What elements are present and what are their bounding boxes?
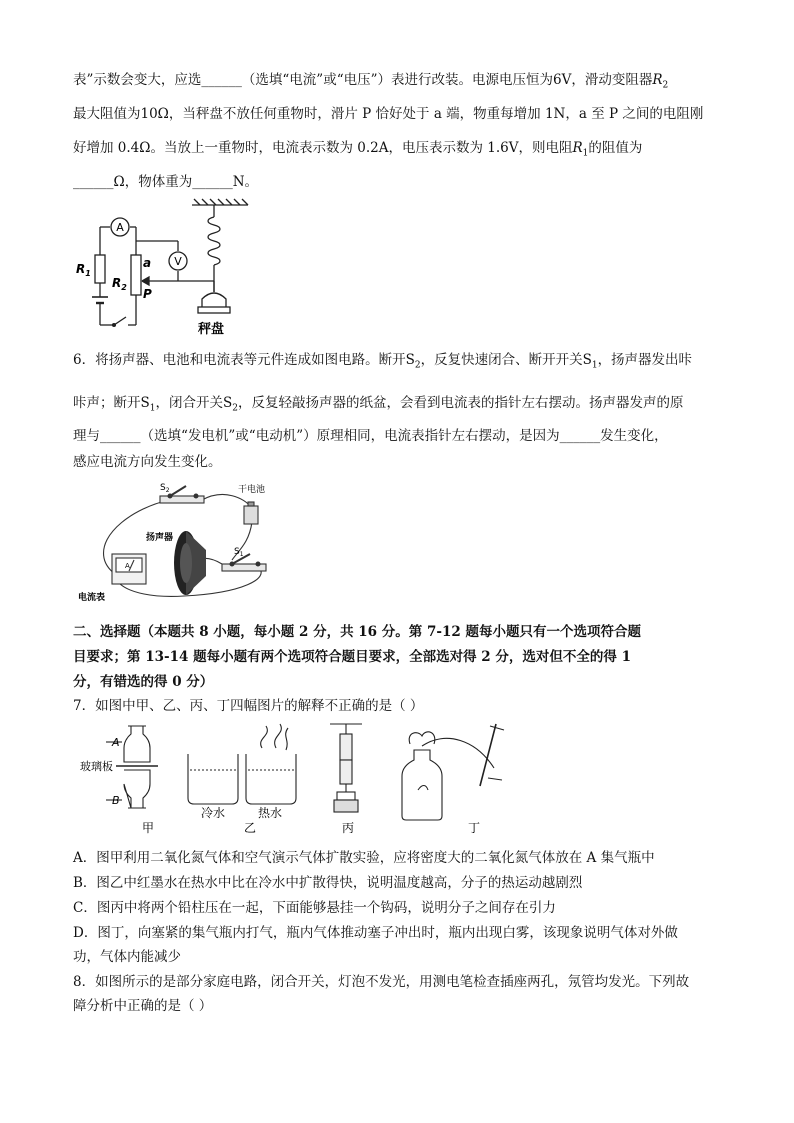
q7-option-b: B．图乙中红墨水在热水中比在冷水中扩散得快，说明温度越高，分子的热运动越剧烈 <box>73 875 583 891</box>
q7-option-d: D．图丁，向塞紧的集气瓶内打气，瓶内气体推动塞子冲出时，瓶内出现白雾，该现象说明气体对外做 <box>73 925 678 941</box>
a-end-label: a <box>143 256 152 270</box>
fig-bing-label: 丙 <box>342 821 355 835</box>
battery-label: 干电池 <box>238 485 266 495</box>
hot-water-label: 热水 <box>258 806 283 820</box>
q7-option-a: A．图甲利用二氧化氮气体和空气演示气体扩散实验，应将密度大的二氧化氮气体放在 A 集气瓶中 <box>73 850 655 866</box>
r2-symbol: R <box>652 72 663 88</box>
q6-line-4: 感应电流方向发生变化。 <box>73 454 222 470</box>
q5-line-3b: 的阻值为 <box>588 140 643 156</box>
q6-s1b: S <box>140 395 150 411</box>
s2-figure-label: $S_2$ <box>160 483 170 494</box>
scale-circuit-figure <box>70 195 260 340</box>
p-slider-label: P <box>143 287 152 301</box>
q6-line-1a: 6．将扬声器、电池和电流表等元件连成如图电路。断开 <box>73 352 406 368</box>
q5-line-1 <box>73 70 668 96</box>
q6-s1: S <box>582 352 592 368</box>
q6-line-2 <box>73 393 683 419</box>
q6-line-2b: ，闭合开关 <box>155 395 223 411</box>
q6-s1b-sub: 1 <box>149 403 156 414</box>
q8-line-2: 障分析中正确的是（ ） <box>73 998 213 1014</box>
s1-figure-label: $S_1$ <box>234 547 244 558</box>
section2-line-3: 分，有错选的得 0 分） <box>73 674 214 690</box>
q6-s2b-sub: 2 <box>232 403 238 414</box>
jar-b-label: B <box>112 794 120 807</box>
q8-line-1: 8．如图所示的是部分家庭电路，闭合开关，灯泡不发光，用测电笔检查插座两孔，氖管均发光。下列故 <box>73 974 690 990</box>
q6-line-2a: 咔声；断开 <box>73 395 141 411</box>
q5-line-3a: 好增加 0.4Ω。当放上一重物时，电流表示数为 0.2A，电压表示数为 1.6V，则电阻 <box>73 140 573 156</box>
q6-line-1 <box>73 350 692 376</box>
q5-line-2: 最大阻值为10Ω，当秤盘不放任何重物时，滑片 P 恰好处于 a 端，物重每增加 1N，a 至 P 之间的电阻刚 <box>73 106 704 122</box>
q6-line-3: 理与______（选填“发电机”或“电动机”）原理相同，电流表指针左右摆动，是因为______发生变化， <box>73 428 668 444</box>
ammeter-label: A <box>116 221 124 234</box>
r2-figure-label: $R_2$ <box>112 276 127 292</box>
q6-s2: S <box>405 352 415 368</box>
voltmeter-label: V <box>174 255 182 268</box>
speaker-circuit-figure <box>74 478 284 608</box>
r1-symbol: R <box>572 140 583 156</box>
q7-figure <box>76 720 536 842</box>
ammeter-label-q6: 电流表 <box>78 593 106 603</box>
cold-water-label: 冷水 <box>201 806 226 820</box>
r1-figure-label: $R_1$ <box>76 262 91 278</box>
q6-s2b: S <box>222 395 233 411</box>
speaker-icon <box>174 531 206 595</box>
pan-label: 秤盘 <box>198 322 225 337</box>
q5-line-4: ______Ω，物体重为______N。 <box>73 174 259 190</box>
q6-line-1b: ，反复快速闭合、断开开关 <box>420 352 583 368</box>
q5-line-3 <box>73 138 642 164</box>
q6-line-2c: ，反复轻敲扬声器的纸盆，会看到电流表的指针左右摆动。扬声器发声的原 <box>237 395 684 411</box>
section2-line-2: 目要求；第 13-14 题每小题有两个选项符合题目要求，全部选对得 2 分，选对但不全的得 1 <box>73 649 631 665</box>
fig-jia-label: 甲 <box>142 821 155 835</box>
q5-line-1-text: 表”示数会变大，应选______（选填“电流”或“电压”）表进行改装。电源电压恒为6V，滑动变阻器 <box>73 72 653 88</box>
q6-s2-sub: 2 <box>414 360 421 371</box>
fig-ding-label: 丁 <box>468 821 481 835</box>
glass-plate-label: 玻璃板 <box>80 760 113 773</box>
jar-a-label: A <box>112 736 120 749</box>
fig-yi-label: 乙 <box>244 821 257 835</box>
q6-line-1c: ，扬声器发出咔 <box>597 352 693 368</box>
ammeter-face-label: A <box>125 562 130 570</box>
r2-sub: 2 <box>662 80 669 91</box>
q6-s1-sub: 1 <box>591 360 598 371</box>
q7-stem: 7．如图中甲、乙、丙、丁四幅图片的解释不正确的是（ ） <box>73 698 424 714</box>
speaker-label: 扬声器 <box>146 533 174 543</box>
section2-line-1: 二、选择题（本题共 8 小题，每小题 2 分，共 16 分。第 7-12 题每小题只有一个选项符合题 <box>73 624 641 640</box>
r1-sub: 1 <box>582 148 589 159</box>
q7-option-d-cont: 功，气体内能减少 <box>73 949 181 965</box>
q7-option-c: C．图丙中将两个铅柱压在一起，下面能够悬挂一个钩码，说明分子之间存在引力 <box>73 900 556 916</box>
